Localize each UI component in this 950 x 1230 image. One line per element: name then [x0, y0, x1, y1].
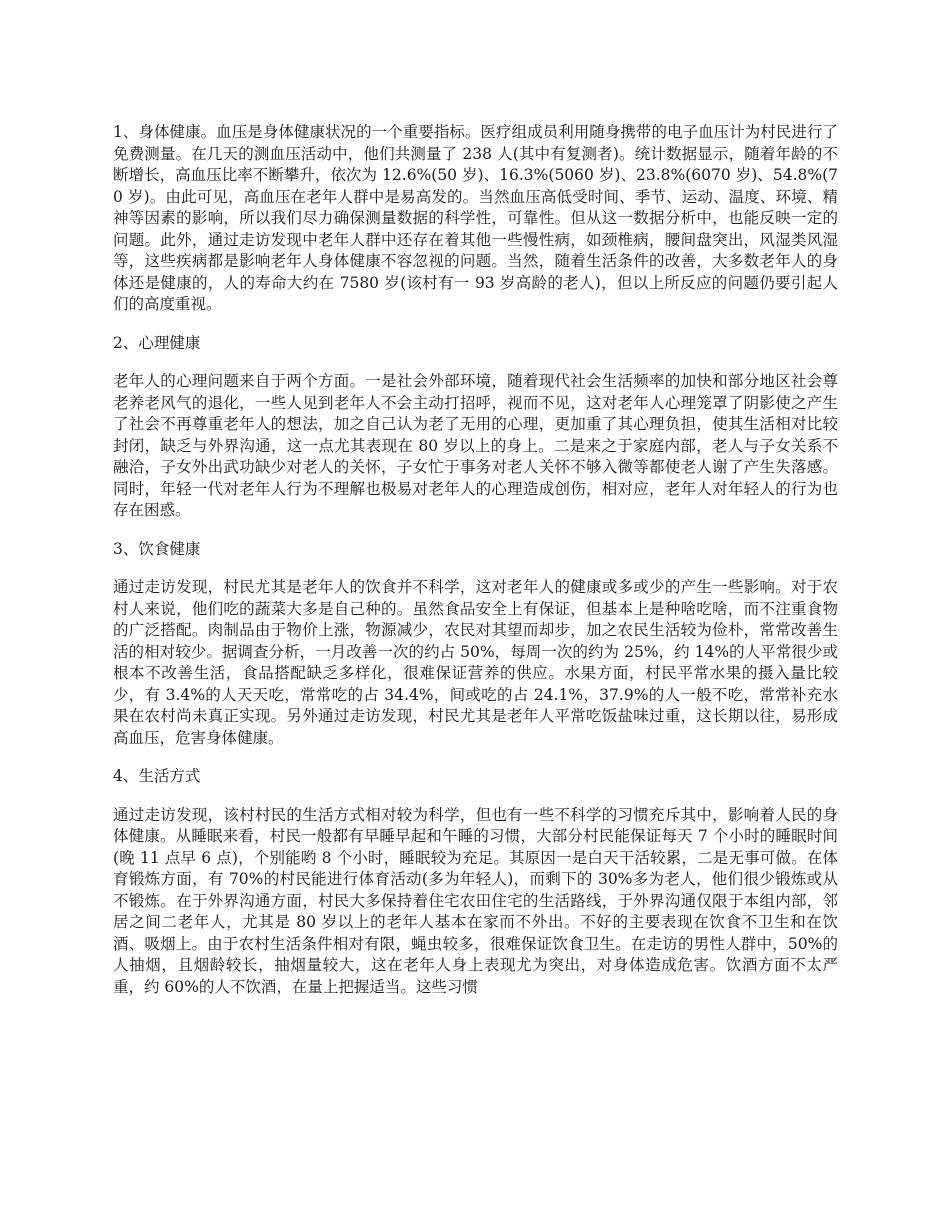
heading-diet-health: 3、饮食健康: [113, 539, 201, 558]
paragraph-lifestyle: 通过走访发现，该村村民的生活方式相对较为科学，但也有一些不科学的习惯充斥其中，影响着人民的身体健康。从睡眠来看，村民一般都有早睡早起和午睡的习惯，大部分村民能保证每天 7 个小时的睡眠时间(晚 11 点早 6 点)，个别能哟 8 个小时，睡眠较为充足。其原因一是白天干活较累，二是无事可做。在体育锻炼方面，有 70%的村民能进行体育活动(多为年轻人)，而剩下的 30%多为老人，他们很少锻炼或从不锻炼。在于外界沟通方面，村民大多保持着住宅农田住宅的生活路线，于外界沟通仅限于本组内部，邻居之间二老年人，尤其是 80 岁以上的老年人基本在家而不外出。不好的主要表现在饮食不卫生和在饮酒、吸烟上。由于农村生活条件相对有限，蝇虫较多，很难保证饮食卫生。在走访的男性人群中，50%的人抽烟，且烟龄较长，抽烟量较大，这在老年人身上表现尤为突出，对身体造成危害。饮酒方面不太严重，约 60%的人不饮酒，在量上把握适当。这些习惯: [113, 805, 838, 996]
paragraph-physical-health: 1、身体健康。血压是身体健康状况的一个重要指标。医疗组成员利用随身携带的电子血压计为村民进行了免费测量。在几天的测血压活动中，他们共测量了 238 人(其中有复测者)。统计数据显示，随着年龄的不断增长，高血压比率不断攀升，依次为 12.6%(50 岁)、16.3%(5060 岁)、23.8%(6070 岁)、54.8%(70 岁)。由此可见，高血压在老年人群中是易高发的。当然血压高低受时间、季节、运动、温度、环境、精神等因素的影响，所以我们尽力确保测量数据的科学性，可靠性。但从这一数据分析中，也能反映一定的问题。此外，通过走访发现中老年人群中还存在着其他一些慢性病，如颈椎病，腰间盘突出，风湿类风湿等，这些疾病都是影响老年人身体健康不容忽视的问题。当然，随着生活条件的改善，大多数老年人的身体还是健康的，人的寿命大约在 7580 岁(该村有一 93 岁高龄的老人)，但以上所反应的问题仍要引起人们的高度重视。: [113, 123, 838, 313]
paragraph-mental-health: 老年人的心理问题来自于两个方面。一是社会外部环境，随着现代社会生活频率的加快和部分地区社会尊老养老风气的退化，一些人见到老年人不会主动打招呼，视而不见，这对老年人心理笼罩了阴影使之产生了社会不再尊重老年人的想法，加之自己认为老了无用的心理，更加重了其心理负担，使其生活相对比较封闭，缺乏与外界沟通，这一点尤其表现在 80 岁以上的身上。二是来之于家庭内部，老人与子女关系不融洽，子女外出武功缺少对老人的关怀，子女忙于事务对老人关怀不够入微等都使老人谢了产生失落感。同时，年轻一代对老年人行为不理解也极易对老年人的心理造成创伤，相对应，老年人对年轻人的行为也存在困惑。: [113, 372, 838, 519]
heading-lifestyle: 4、生活方式: [113, 767, 201, 785]
heading-mental-health: 2、心理健康: [113, 333, 201, 352]
paragraph-diet-health: 通过走访发现，村民尤其是老年人的饮食并不科学，这对老年人的健康或多或少的产生一些影响。对于农村人来说，他们吃的蔬菜大多是自己种的。虽然食品安全上有保证，但基本上是种啥吃啥，而不注重食物的广泛搭配。肉制品由于物价上涨，物源减少，农民对其望而却步，加之农民生活较为俭朴，常常改善生活的相对较少。据调查分析，一月改善一次的约占 50%，每周一次的约为 25%，约 14%的人平常很少或根本不改善生活，食品搭配缺乏多样化，很难保证营养的供应。水果方面，村民平常水果的摄入量比较少，有 3.4%的人天天吃，常常吃的占 34.4%，间或吃的占 24.1%，37.9%的人一般不吃，常常补充水果在农村尚未真正实现。另外通过走访发现，村民尤其是老年人平常吃饭盐味过重，这长期以往，易形成高血压，危害身体健康。: [113, 578, 838, 747]
document-page: [113, 122, 838, 998]
